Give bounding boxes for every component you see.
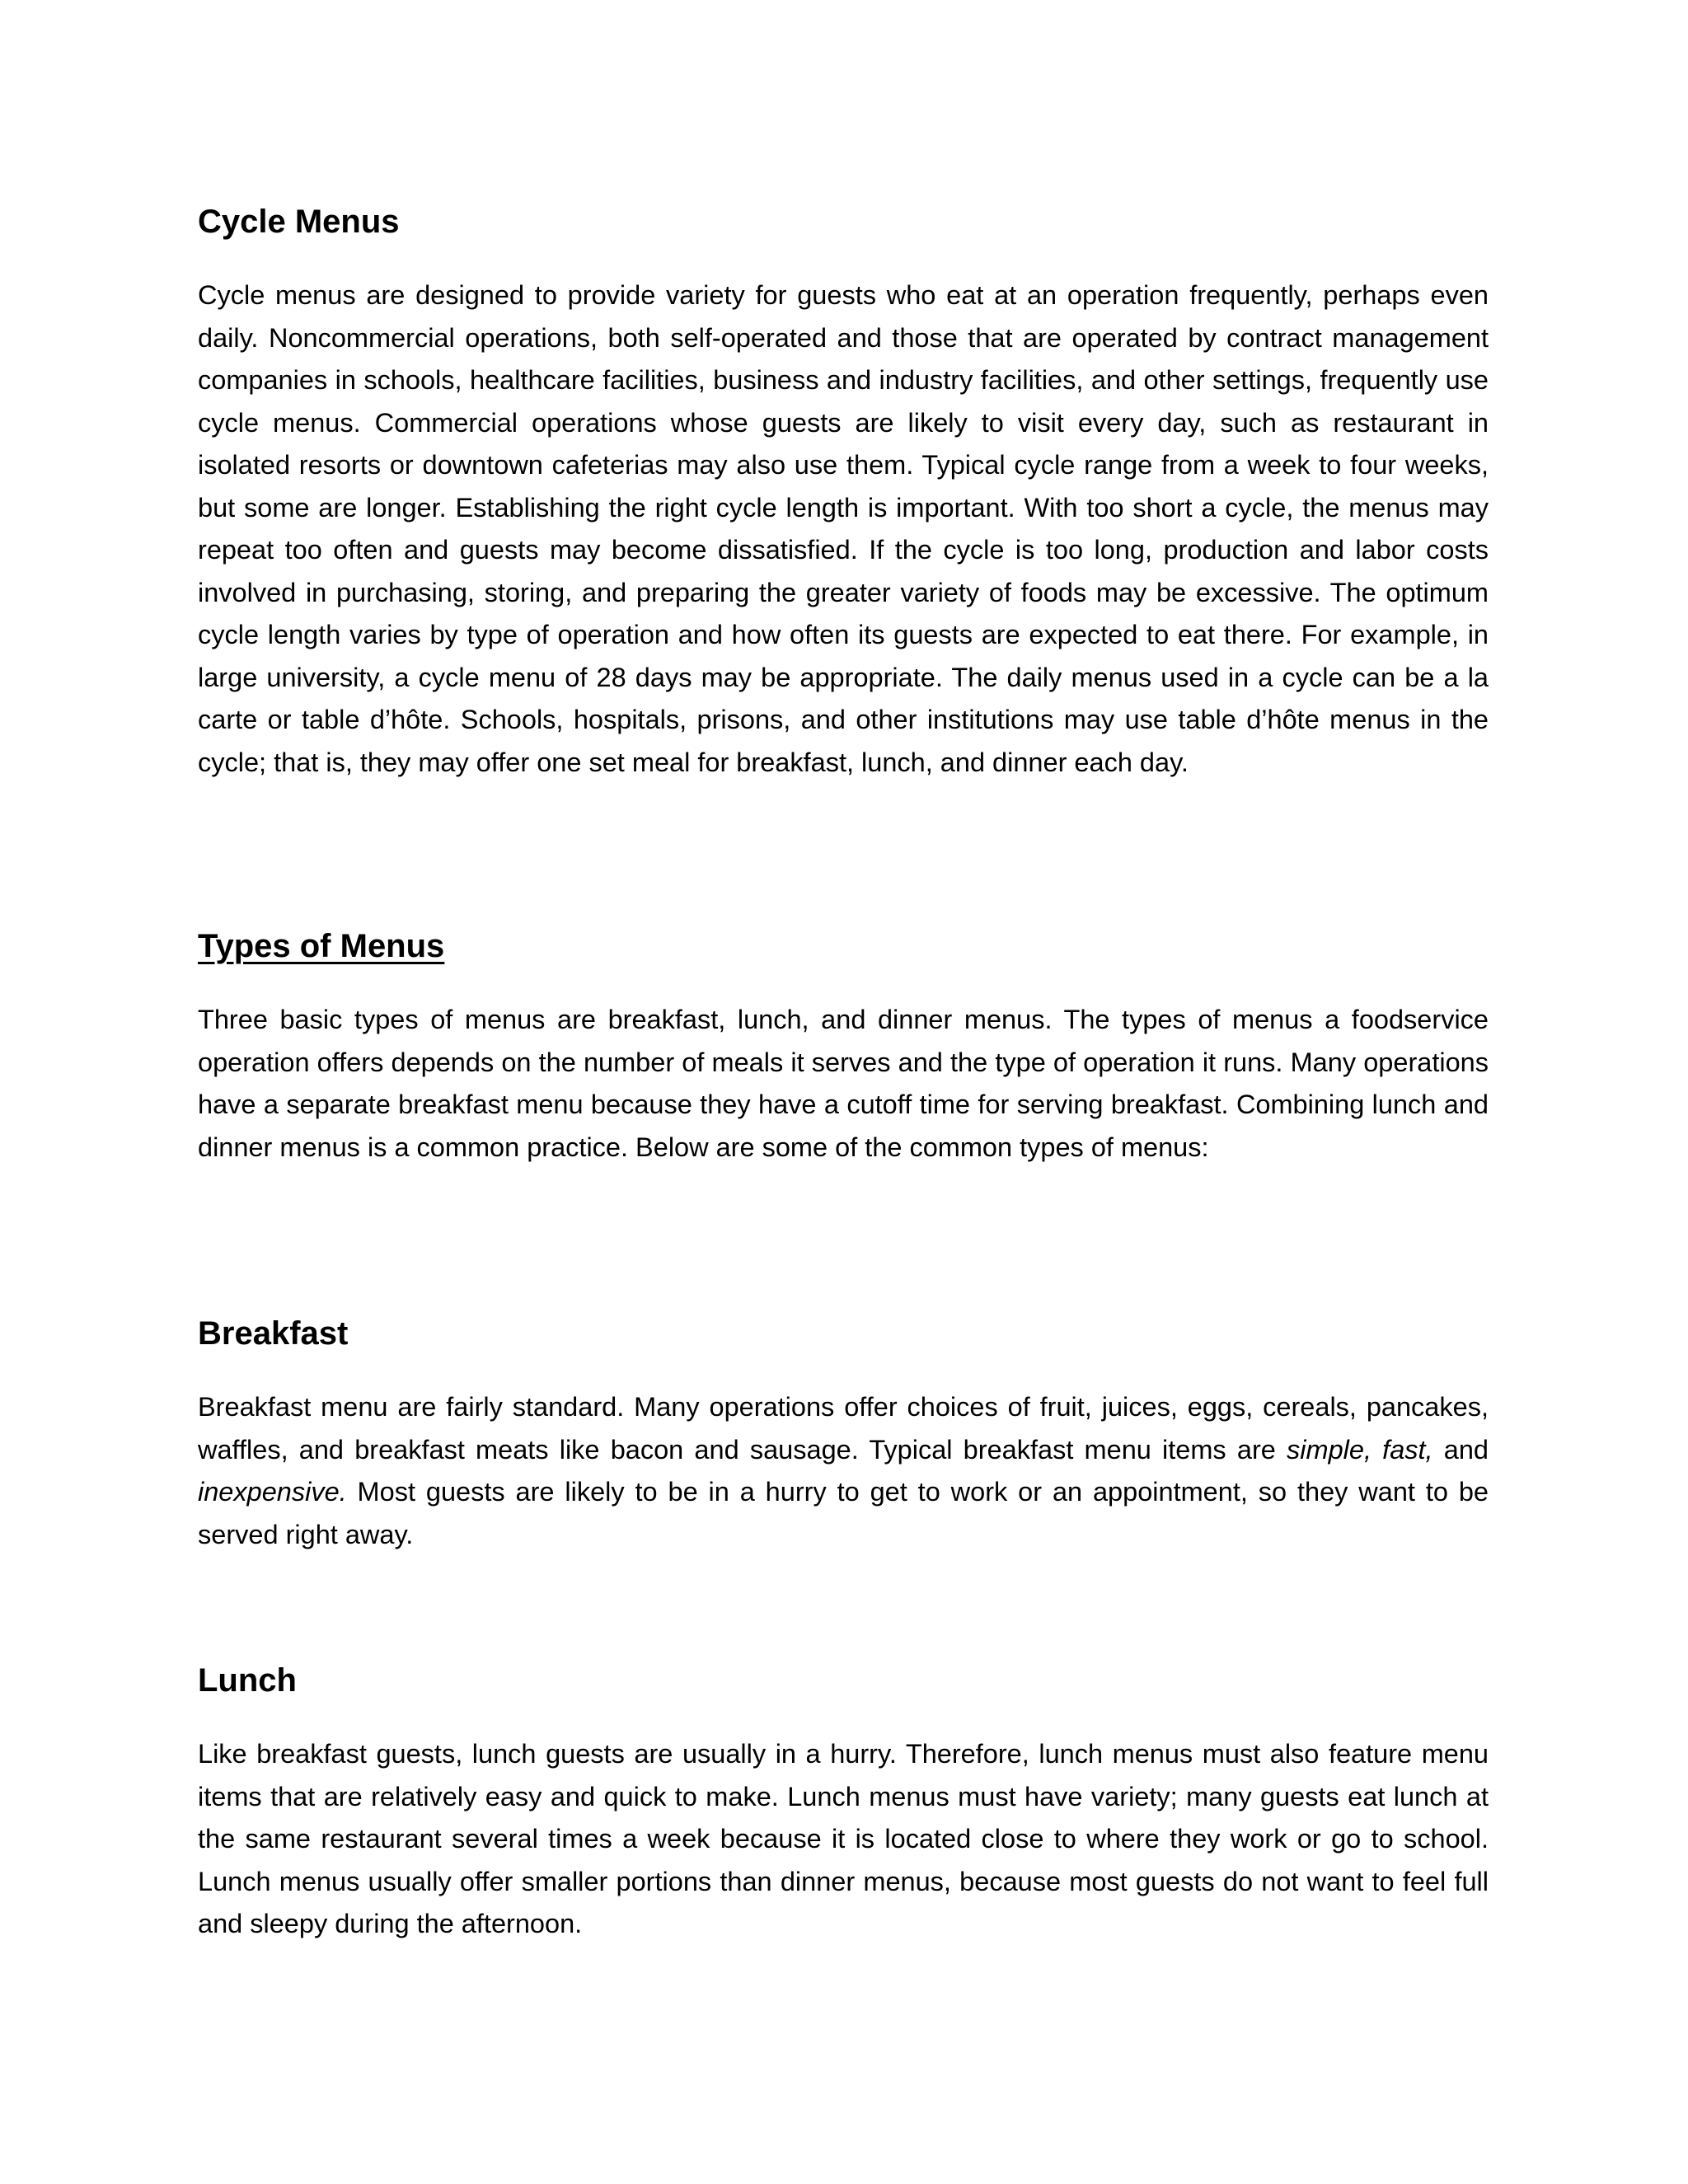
breakfast-text-after: Most guests are likely to be in a hurry to get to work or an appointment, so they want to be served right away. (198, 1477, 1489, 1549)
paragraph-lunch: Like breakfast guests, lunch guests are usually in a hurry. Therefore, lunch menus must also feature menu items that are relatively easy and quick to make. Lunch menus must have variety; many guests eat lunch at the same restaurant several times a week because it is located close to where they work or go to school. Lunch menus usually offer smaller portions than dinner menus, because most guests do not want to feel full and sleepy during the afternoon. (198, 1739, 1489, 1938)
heading-cycle-menus: Cycle Menus (198, 204, 400, 240)
heading-lunch: Lunch (198, 1662, 297, 1699)
breakfast-emphasis-inexpensive: inexpensive. (198, 1477, 347, 1507)
paragraph-types-of-menus: Three basic types of menus are breakfast, lunch, and dinner menus. The types of menus a foodservice operation offers depends on the number of meals it serves and the type of operation it runs. Many operations have a separate breakfast menu because they have a cutoff time for serving breakfast. Combining lunch and dinner menus is a common practice. Below are some of the common types of menus: (198, 1005, 1489, 1162)
breakfast-text-mid: and (1432, 1434, 1489, 1465)
breakfast-text-before: Breakfast menu are fairly standard. Many operations offer choices of fruit, juices, eggs, cereals, pancakes, waffles, and breakfast meats like bacon and sausage. Typical breakfast menu items are (198, 1392, 1489, 1465)
paragraph-breakfast (198, 1386, 1489, 1556)
heading-breakfast: Breakfast (198, 1315, 349, 1352)
breakfast-emphasis-simple-fast: simple, fast, (1287, 1434, 1433, 1465)
heading-types-of-menus: Types of Menus (198, 928, 445, 964)
paragraph-cycle-menus: Cycle menus are designed to provide variety for guests who eat at an operation frequently, perhaps even daily. Noncommercial operations, both self-operated and those that are operated by contract management companies in schools, healthcare facilities, business and industry facilities, and other settings, frequently use cycle menus. Commercial operations whose guests are likely to visit every day, such as restaurant in isolated resorts or downtown cafeterias may also use them. Typical cycle range from a week to four weeks, but some are longer. Establishing the right cycle length is important. With too short a cycle, the menus may repeat too often and guests may become dissatisfied. If the cycle is too long, production and labor costs involved in purchasing, storing, and preparing the greater variety of foods may be excessive. The optimum cycle length varies by type of operation and how often its guests are expected to eat there. For example, in large university, a cycle menu of 28 days may be appropriate. The daily menus used in a cycle can be a la carte or table d’hôte. Schools, hospitals, prisons, and other institutions may use table d’hôte menus in the cycle; that is, they may offer one set meal for breakfast, lunch, and dinner each day. (198, 280, 1489, 777)
